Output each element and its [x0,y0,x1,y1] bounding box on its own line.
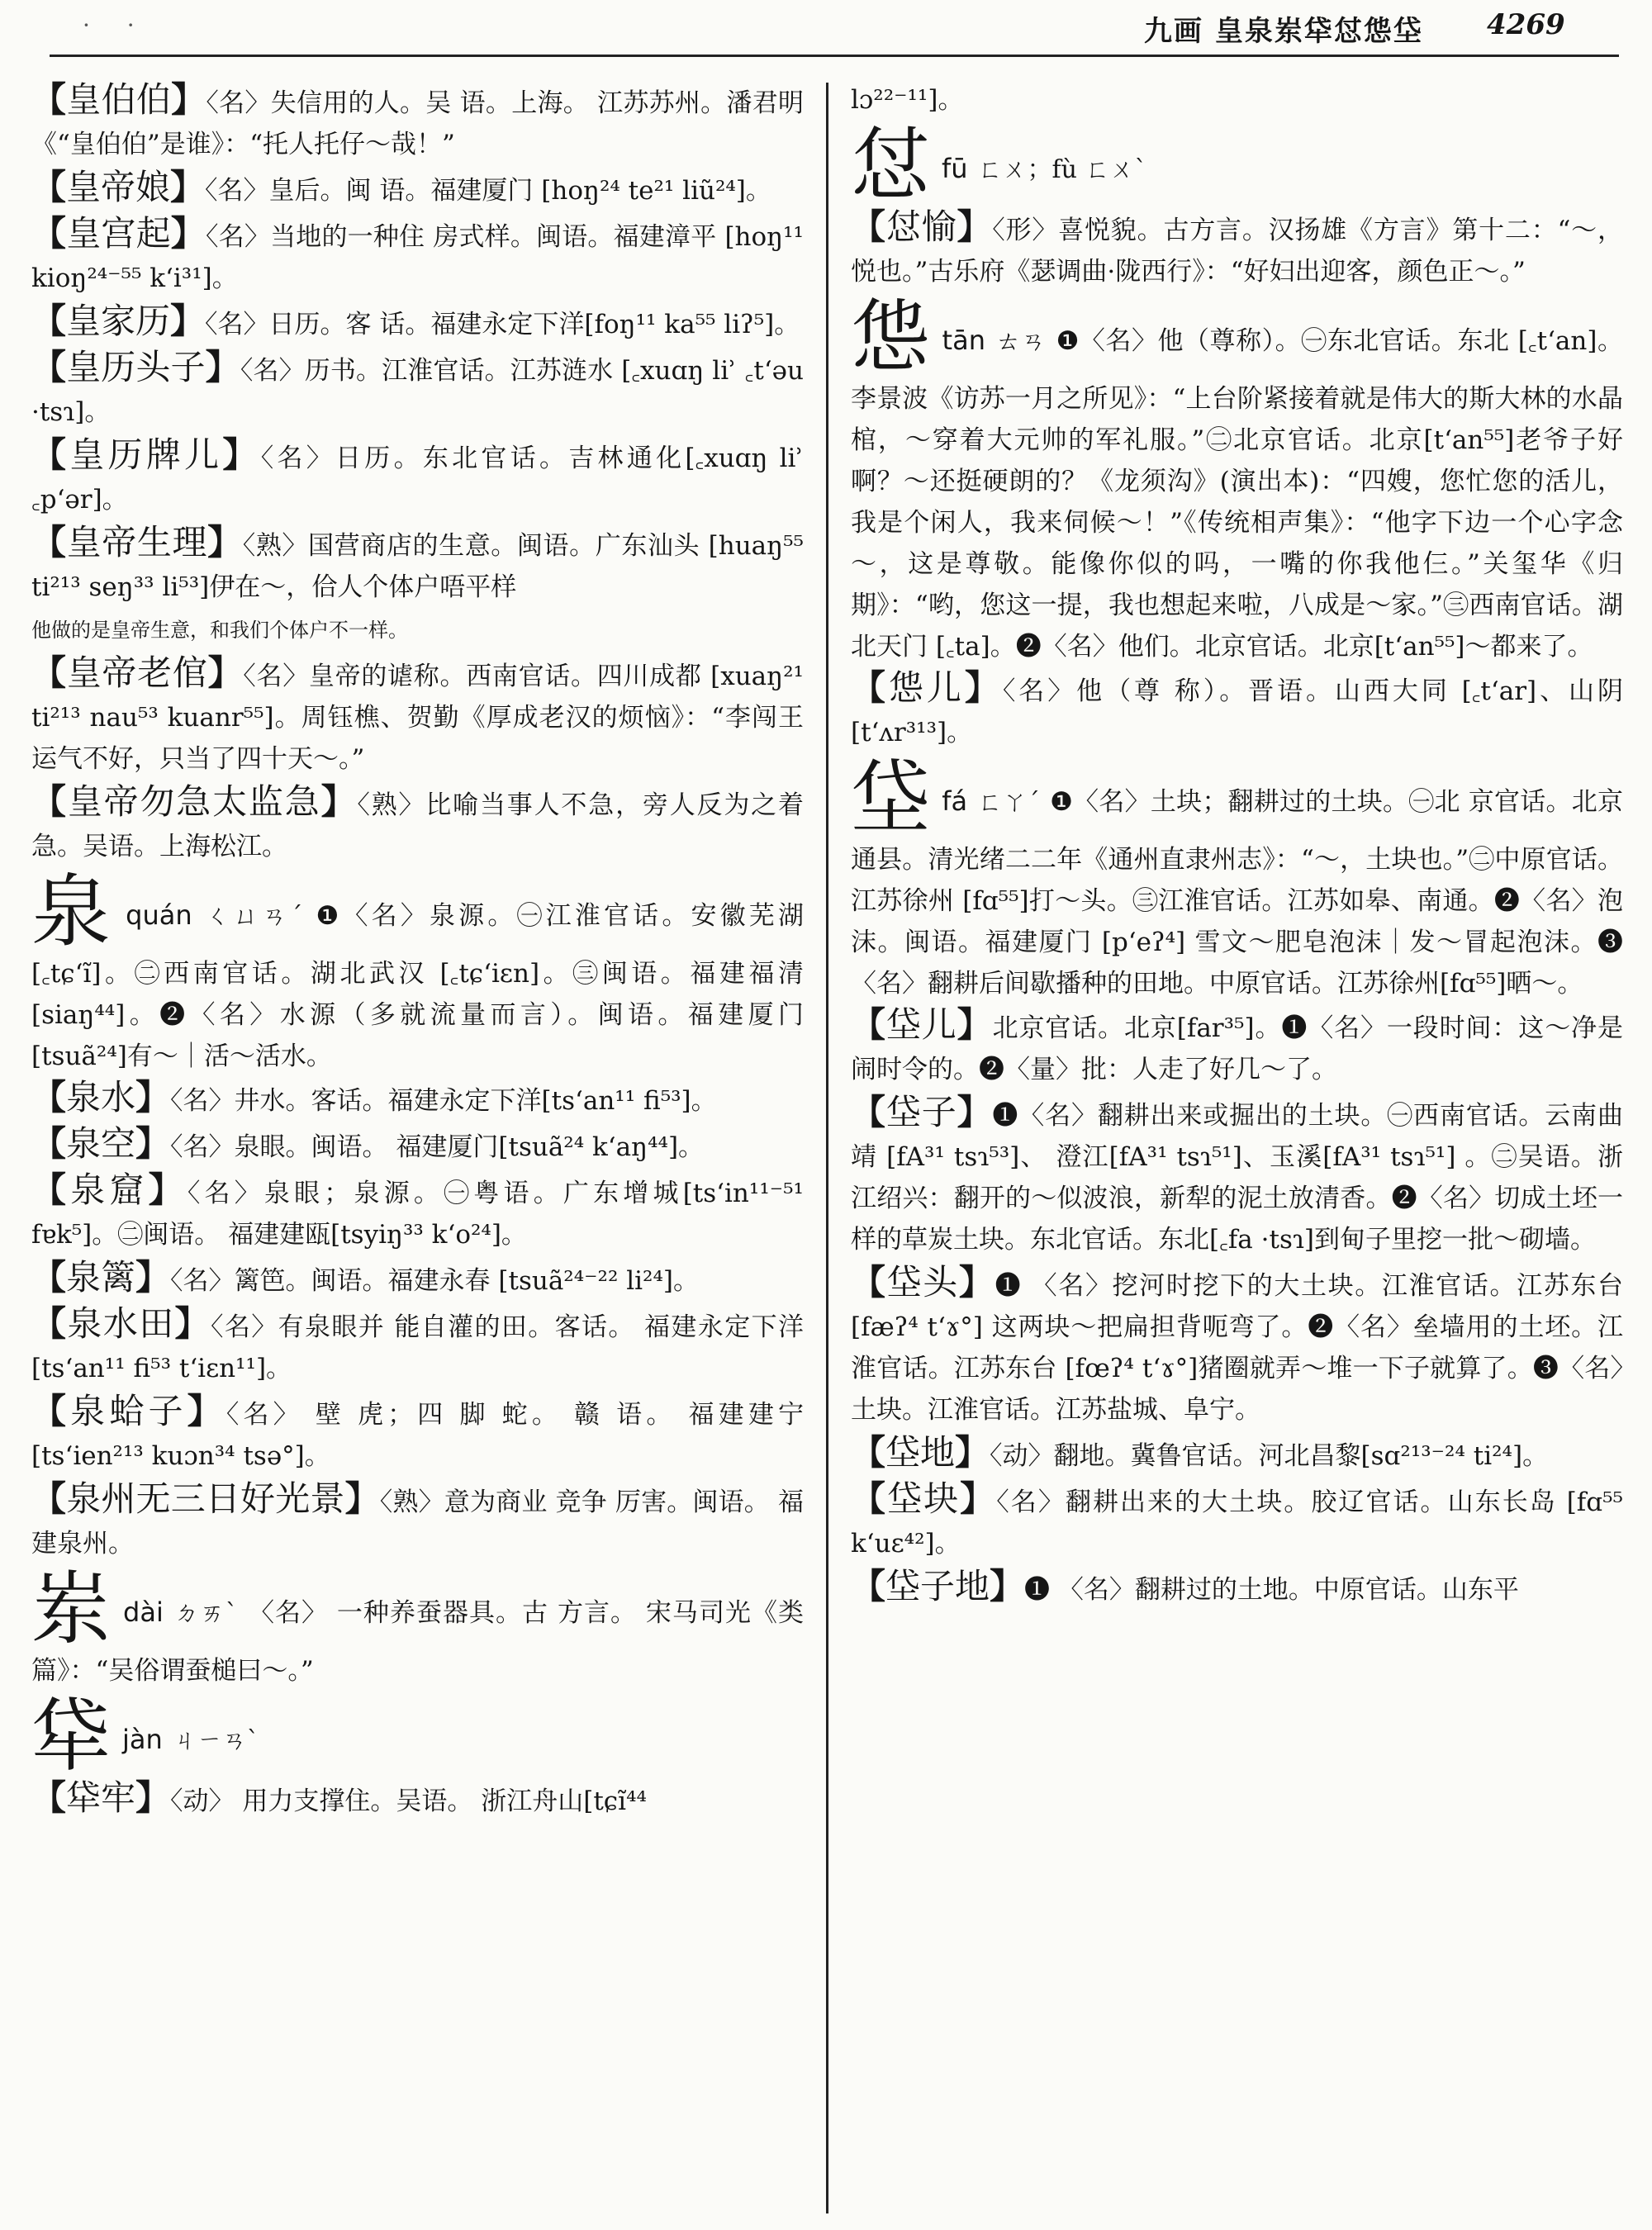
entry-headword: 【怤愉】 [851,206,993,247]
character-entry [851,119,1623,211]
zhuyin: ㄑㄩㄢˊ [202,902,306,931]
entry-body: 〈名〉井水。客话。福建永定下洋[tsʻan¹¹ fi⁵³]。 [170,1086,717,1116]
pinyin: fū [942,153,968,184]
character-entry [851,752,1623,1004]
dictionary-entry [31,1303,804,1389]
entry-headword: 【皇历牌儿】 [31,434,261,475]
dictionary-entry [31,434,804,520]
entry-headword: 【泉空】 [31,1123,171,1164]
character-entry [31,1690,804,1782]
dictionary-entry [31,1777,804,1822]
dictionary-entry [31,1170,804,1255]
section-title: 九画 皇泉岽牮怤怹垈 [1144,15,1423,48]
entry-body: 〈熟〉比喻当事人不急，旁人反为之着急。吴语。上海松江。 [31,790,804,861]
left-column [31,79,804,2227]
entry-body: ❶〈名〉翻耕出来或掘出的土块。㊀西南官话。云南曲靖 [fA³¹ tsɿ⁵³]、 澄江[fA³¹ tsɿ⁵¹]、玉溪[fA³¹ tsɿ⁵¹] 。㊁吴语。浙江绍兴：翻开的～似波浪，新犁的泥土放清香。❷〈名〉切成土坯一样的草炭土块。东北官话。东北[꜀fa ·tsɿ]到甸子里挖一批～砌墙。 [851,1101,1623,1255]
entry-body: 〈动〉翻地。冀鲁官话。河北昌黎[sɑ²¹³⁻²⁴ ti²⁴]。 [990,1441,1549,1471]
entry-body: 〈名〉篱笆。闽语。福建永春 [tsuã²⁴⁻²² li²⁴]。 [170,1266,700,1296]
entry-body: 〈名〉泉眼；泉源。㊀粤语。广东增城[tsʻin¹¹⁻⁵¹ fɐk⁵]。㊁闽语。 福建建瓯[tsyiŋ³³ kʻo²⁴]。 [31,1179,804,1250]
entry-body: 〈名〉皇帝的谑称。西南官话。四川成都 [xuaŋ²¹ ti²¹³ nau⁵³ kuanr⁵⁵]。周钰樵、贺勤《厚成老汉的烦恼》：“李闯王运气不好，只当了四十天～。” [31,662,804,774]
entry-gloss: 他做的是皇帝生意，和我们个体户不一样。 [31,619,408,642]
entry-headword: 【牮牢】 [31,1777,171,1818]
dictionary-entry [31,1391,804,1477]
entry-body: ❶ 〈名〉挖河时挖下的大土块。江淮官话。江苏东台[fæʔ⁴ tʻɤ°] 这两块～把扁担背呃弯了。❷〈名〉垒墙用的土坯。江淮官话。江苏东台 [fœʔ⁴ tʻɤ°]猪圈就弄～堆一下子就算了。❸〈名〉土块。江淮官话。江苏盐城、阜宁。 [851,1271,1623,1425]
dictionary-entry [31,301,804,345]
corner-marks: · · [83,12,150,39]
entry-body: ❶ 〈名〉翻耕过的土地。中原官话。山东平 [1024,1575,1519,1605]
character-headword: 牮 [31,1690,111,1782]
character-entry [31,866,804,1077]
entry-body: 〈形〉喜悦貌。古方言。汉扬雄《方言》第十二：“～，悦也。”古乐府《瑟调曲·陇西行》：“好妇出迎客，颜色正～。” [851,216,1623,287]
entry-headword: 【皇伯伯】 [31,79,206,120]
entry-headword: 【皇家历】 [31,301,206,341]
pinyin: tān [942,325,985,356]
page-header [0,0,1652,58]
entry-headword: 【皇历头子】 [31,347,240,387]
entry-headword: 【怹儿】 [851,667,1003,708]
entry-headword: 【皇帝勿急太监急】 [31,781,358,822]
entry-headword: 【泉州无三日好光景】 [31,1478,380,1519]
character-headword: 怤 [851,119,930,211]
entry-headword: 【垈儿】 [851,1004,993,1045]
dictionary-entry [31,213,804,299]
zhuyin: ㄉㄞˋ [173,1599,239,1628]
dictionary-entry [31,1478,804,1564]
entry-headword: 【垈头】 [851,1262,995,1302]
dictionary-entry [31,167,804,211]
dictionary-entry [31,781,804,867]
dictionary-entry [851,1478,1623,1564]
dictionary-entry [31,522,804,651]
entry-headword: 【皇帝老倌】 [31,652,244,693]
column-divider [826,83,828,2213]
entry-body: 〈名〉 壁 虎；四 脚 蛇。 赣 语。 福建建宁 [tsʻien²¹³ kuɔn³⁴ tsə°]。 [31,1400,804,1471]
character-headword: 泉 [31,866,115,958]
entry-body: 〈名〉 一种养蚕器具。古 方言。 宋马司光《类篇》：“吴俗谓蚕槌曰～。” [31,1598,804,1686]
pinyin: quán [126,899,192,931]
entry-headword: 【泉水】 [31,1077,171,1117]
entry-body: 北京官话。北京[far³⁵]。❶〈名〉一段时间：这～净是闹时令的。❷〈量〉批：人走了好几～了。 [851,1013,1623,1084]
dictionary-entry [851,667,1623,753]
dictionary-entry [31,79,804,165]
entry-body: 〈动〉 用力支撑住。吴语。 浙江舟山[tɕĩ⁴⁴ [170,1786,647,1816]
pinyin: jàn [122,1724,163,1755]
entry-headword: 【垈子地】 [851,1566,1025,1606]
entry-body: 〈名〉历书。江淮官话。江苏涟水 [꜀xuɑŋ liʾ ꜀tʻəu ·tsɿ]。 [31,356,804,427]
dictionary-entry [31,652,804,780]
entry-headword: 【泉篱】 [31,1257,171,1298]
entry-headword: 【皇帝娘】 [31,167,206,207]
entry-headword: 【皇帝生理】 [31,522,243,562]
dictionary-entry [851,1432,1623,1477]
entry-body: 〈名〉日历。客 话。福建永定下洋[foŋ¹¹ ka⁵⁵ liʔ⁵]。 [205,310,800,339]
entry-body: 〈名〉失信用的人。吴 语。上海。 江苏苏州。潘君明《“皇伯伯”是谁》：“托人托仔～哉！” [31,88,804,159]
entry-headword: 【垈子】 [851,1092,993,1132]
zhuyin: ㄈㄚˊ [977,788,1041,817]
dictionary-entry [31,1257,804,1302]
dictionary-entry [851,1262,1623,1431]
entry-body: 〈名〉日历。东北官话。吉林通化[꜀xuɑŋ liʾ ꜀pʻər]。 [31,444,804,515]
dictionary-entry [851,1566,1623,1611]
character-headword: 垈 [851,752,931,844]
continued-text: lɔ²²⁻¹¹]。 [851,85,964,115]
character-headword: 怹 [851,291,931,383]
page-number: 4269 [1487,8,1565,41]
zhuyin: ㄐㄧㄢˋ [172,1726,259,1755]
entry-headword: 【泉窟】 [31,1170,188,1210]
entry-body: 〈名〉翻耕出来的大土块。胶辽官话。山东长岛 [fɑ⁵⁵ kʻuɛ⁴²]。 [851,1487,1623,1559]
dictionary-entry [31,1077,804,1122]
entry-body: 〈名〉泉眼。闽语。 福建厦门[tsuã²⁴ kʻaŋ⁴⁴]。 [170,1132,705,1162]
right-column [851,79,1623,2227]
entry-body: 〈熟〉国营商店的生意。闽语。广东汕头 [huaŋ⁵⁵ ti²¹³ seŋ³³ li⁵³]伊在～，佮人个体户唔平样 [31,531,804,602]
character-entry [31,1563,804,1691]
character-entry [851,291,1623,667]
entry-headword: 【泉蛤子】 [31,1391,226,1431]
zhuyin: ㄊㄢ [995,327,1047,356]
entry-body: ❶〈名〉他（尊称）。㊀东北官话。东北 [꜀tʻan]。李景波《访苏一月之所见》：“上台阶紧接着就是伟大的斯大林的水晶棺，～穿着大元帅的军礼服。”㊁北京官话。北京[tʻan⁵⁵]老爷子好啊？～还挺硬朗的？《龙须沟》(演出本)：“四嫂，您忙您的活儿，我是个闲人，我来伺候～！”《传统相声集》：“他字下边一个心字念～，这是尊敬。能像你似的吗，一嘴的你我他仨。”关玺华《归期》：“哟，您这一提，我也想起来啦，八成是～家。”㊂西南官话。湖北天门 [꜀ta]。❷〈名〉他们。北京官话。北京[tʻan⁵⁵]～都来了。 [851,326,1623,662]
entry-headword: 【泉水田】 [31,1303,211,1344]
entry-headword: 【皇宫起】 [31,213,206,254]
entry-body: 〈名〉当地的一种住 房式样。闽语。福建漳平 [hoŋ¹¹ kioŋ²⁴⁻⁵⁵ kʻi³¹]。 [31,222,804,293]
character-headword: 岽 [31,1563,112,1655]
zhuyin: ㄈㄨ；fù ㄈㄨˋ [977,155,1147,184]
entry-body: ❶〈名〉泉源。㊀江淮官话。安徽芜湖 [꜀tɕʻĩ]。㊁西南官话。湖北武汉 [꜀tɕʻiɛn]。㊂闽语。福建福清 [siaŋ⁴⁴]。❷〈名〉水源（多就流量而言）。闽语。福建厦门 [tsuã²⁴]有～｜活～活水。 [31,901,804,1071]
dictionary-entry [851,206,1623,292]
entry-body: ❶〈名〉土块；翻耕过的土块。㊀北 京官话。北京通县。清光绪二二年《通州直隶州志》：“～，土块也。”㊁中原官话。江苏徐州 [fɑ⁵⁵]打～头。㊂江淮官话。江苏如皋、南通。❷〈名〉泡沫。闽语。福建厦门 [pʻeʔ⁴] 雪文～肥皂泡沫｜发～冒起泡沫。❸〈名〉翻耕后间歇播种的田地。中原官话。江苏徐州[fɑ⁵⁵]晒～。 [851,787,1623,999]
pinyin: fá [942,785,968,817]
pinyin: dài [123,1597,164,1628]
entry-headword: 【垈地】 [851,1432,990,1473]
header-rule [50,55,1619,57]
entry-body: 〈名〉他（尊 称）。晋语。山西大同 [꜀tʻar]、山阴[tʻʌr³¹³]。 [851,676,1623,747]
entry-headword: 【垈块】 [851,1478,997,1519]
entry-body: 〈名〉有泉眼并 能自灌的田。客话。 福建永定下洋[tsʻan¹¹ fi⁵³ tʻiɛn¹¹]。 [31,1312,804,1383]
dictionary-entry [31,347,804,433]
dictionary-entry [851,1092,1623,1260]
dictionary-entry [851,1004,1623,1090]
entry-body: 〈名〉皇后。闽 语。福建厦门 [hoŋ²⁴ te²¹ liũ²⁴]。 [205,176,771,206]
dictionary-entry [31,1123,804,1168]
entry-body: 〈熟〉意为商业 竞争 厉害。闽语。 福建泉州。 [31,1487,804,1559]
